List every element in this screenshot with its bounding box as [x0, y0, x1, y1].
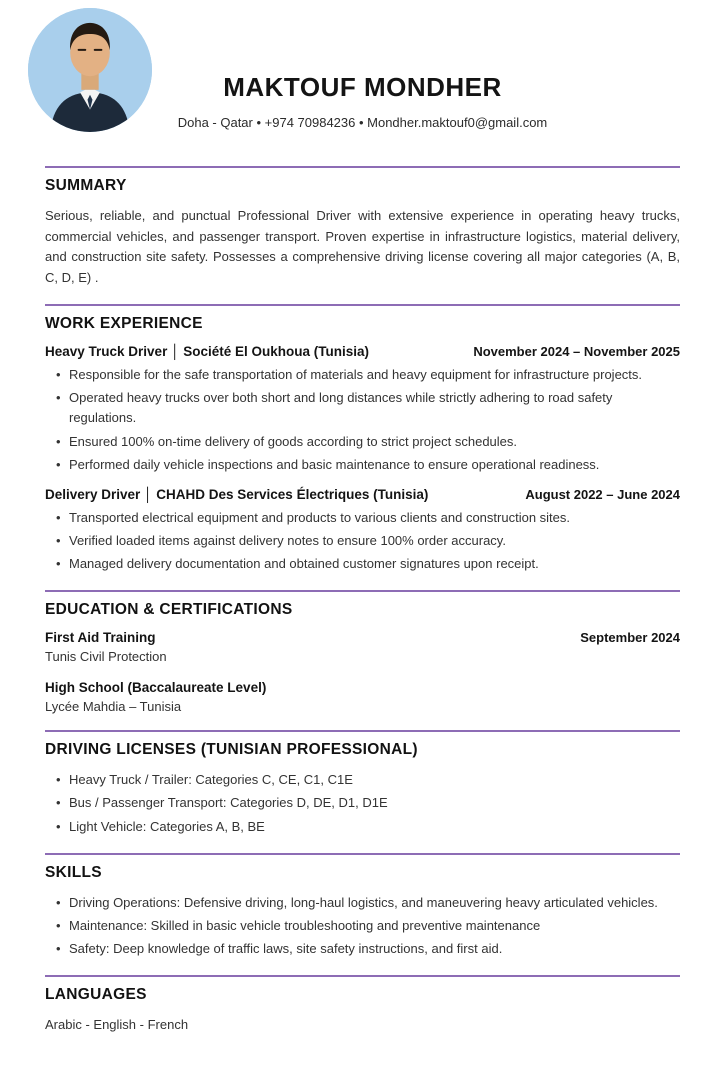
skill-list: [45, 893, 680, 959]
license-item: • Light Vehicle: Categories A, B, BE: [45, 817, 680, 837]
job-header: [45, 487, 680, 502]
section-title-summary: SUMMARY: [45, 177, 127, 194]
section-title-work: WORK EXPERIENCE: [45, 315, 203, 333]
section-skills: [45, 853, 680, 959]
job-bullet: • Verified loaded items against delivery notes to ensure 100% order accuracy.: [45, 531, 680, 551]
resume-body: [0, 166, 725, 1036]
section-divider: [45, 730, 680, 732]
section-title-education: EDUCATION & CERTIFICATIONS: [45, 601, 293, 619]
education-entry: [45, 630, 680, 664]
section-licenses: [45, 730, 680, 836]
education-header: [45, 630, 680, 645]
person-portrait-icon: [28, 8, 152, 132]
section-title-skills: SKILLS: [45, 863, 102, 881]
license-list: [45, 770, 680, 836]
section-divider: [45, 853, 680, 855]
section-divider: [45, 304, 680, 306]
job-role: Delivery Driver │ CHAHD Des Services Électriques (Tunisia): [45, 486, 429, 502]
education-date: September 2024: [580, 630, 680, 646]
job-bullet: • Operated heavy trucks over both short and long distances while strictly adhering to road safety regulations.: [45, 388, 680, 428]
resume-header: [0, 0, 725, 150]
education-entry: [45, 680, 680, 714]
section-divider: [45, 590, 680, 592]
section-divider: [45, 166, 680, 168]
section-education: [45, 590, 680, 714]
skill-item: • Driving Operations: Defensive driving, long-haul logistics, and maneuvering heavy articulated vehicles.: [45, 893, 680, 913]
profile-photo: [28, 8, 152, 132]
section-summary: [45, 166, 680, 288]
section-title-languages: LANGUAGES: [45, 986, 147, 1004]
job-bullet: • Managed delivery documentation and obtained customer signatures upon receipt.: [45, 554, 680, 574]
job-entry: [45, 487, 680, 574]
education-subtitle: Lycée Mahdia – Tunisia: [45, 699, 182, 715]
contact-line: Doha - Qatar • +974 70984236 • Mondher.maktouf0@gmail.com: [177, 115, 548, 130]
education-name: High School (Baccalaureate Level): [45, 680, 267, 696]
education-subtitle: Tunis Civil Protection: [45, 649, 167, 665]
job-dates: November 2024 – November 2025: [473, 344, 680, 360]
skill-item: • Maintenance: Skilled in basic vehicle troubleshooting and preventive maintenance: [45, 916, 680, 936]
job-bullet: • Transported electrical equipment and products to various clients and construction sites.: [45, 508, 680, 528]
languages-text: Arabic - English - French: [45, 1017, 189, 1033]
summary-text: Serious, reliable, and punctual Professional Driver with extensive experience in operating heavy trucks, commercial vehicles, and passenger transport. Proven expertise in infrastructure logistics, material delivery, and construction site safety. Possesses a comprehensive driving license covering all major categories (A, B, C, D, E) .: [45, 208, 680, 285]
section-work-experience: [45, 304, 680, 574]
license-item: • Bus / Passenger Transport: Categories D, DE, D1, D1E: [45, 793, 680, 813]
job-bullet: • Performed daily vehicle inspections and basic maintenance to ensure operational readiness.: [45, 455, 680, 475]
education-header: [45, 680, 680, 695]
education-name: First Aid Training: [45, 630, 156, 646]
section-divider: [45, 975, 680, 977]
section-languages: [45, 975, 680, 1036]
candidate-name: MAKTOUF MONDHER: [223, 72, 502, 102]
job-dates: August 2022 – June 2024: [525, 486, 680, 502]
section-title-licenses: DRIVING LICENSES (TUNISIAN PROFESSIONAL): [45, 741, 418, 759]
license-item: • Heavy Truck / Trailer: Categories C, CE, C1, C1E: [45, 770, 680, 790]
skill-item: • Safety: Deep knowledge of traffic laws, site safety instructions, and first aid.: [45, 939, 680, 959]
job-bullet-list: [45, 365, 680, 475]
job-bullet: • Ensured 100% on-time delivery of goods according to strict project schedules.: [45, 432, 680, 452]
job-bullet: • Responsible for the safe transportation of materials and heavy equipment for infrastructure projects.: [45, 365, 680, 385]
job-header: [45, 344, 680, 359]
job-role: Heavy Truck Driver │ Société El Oukhoua (Tunisia): [45, 344, 370, 360]
job-entry: [45, 344, 680, 475]
job-bullet-list: [45, 508, 680, 574]
